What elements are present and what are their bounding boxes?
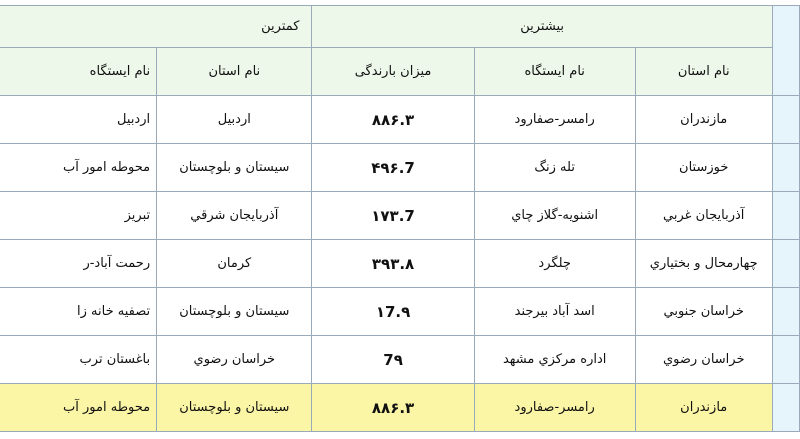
rainfall-cell: ۴۹۶.7 [312,144,474,192]
rainfall-cell: ۱۷۳.7 [312,192,474,240]
least-province-cell: سیستان و بلوچستان [157,288,312,336]
most-station-cell: اسد آباد بيرجند [474,288,635,336]
row-side-cell [772,240,799,288]
summary-most-station-cell: رامسر-صفارود [474,384,635,432]
rainfall-header: میزان بارندگی [312,48,474,96]
row-side-cell [772,336,799,384]
table-row [0,96,800,144]
least-province-cell: سیستان و بلوچستان [157,144,312,192]
summary-least-station-cell: محوطه امور آب [0,384,157,432]
least-station-cell: تصفيه خانه زا [0,288,157,336]
rainfall-cell: 7۹ [312,336,474,384]
most-station-cell: اشنويه-گلاز چاي [474,192,635,240]
most-station-cell: رامسر-صفارود [474,96,635,144]
table-row [0,192,800,240]
row-side-cell [772,192,799,240]
least-province-cell: خراسان رضوي [157,336,312,384]
most-station-cell: تله زنگ [474,144,635,192]
table-row [0,240,800,288]
row-side-cell [772,288,799,336]
least-province-cell: كرمان [157,240,312,288]
least-station-cell: اردبیل [0,96,157,144]
summary-most-province-cell: مازندران [635,384,772,432]
row-side-cell [772,144,799,192]
least-station-cell: تبریز [0,192,157,240]
summary-rainfall-cell: ۸۸۶.۳ [312,384,474,432]
group-header-row [0,6,800,48]
rainfall-cell: ۸۸۶.۳ [312,96,474,144]
least-province-header: نام استان [157,48,312,96]
most-province-cell: خوزستان [635,144,772,192]
most-province-cell: مازندران [635,96,772,144]
station-header: نام ایستگاه [474,48,635,96]
row-side-cell [772,96,799,144]
most-province-cell: خراسان رضوي [635,336,772,384]
least-station-cell: باغستان ترب [0,336,157,384]
least-station-cell: رحمت آباد-ر [0,240,157,288]
least-group-header: کمترین [0,6,312,48]
least-station-header: نام ایستگاه [0,48,157,96]
rainfall-cell: ۱7.۹ [312,288,474,336]
row-side-cell [772,384,799,432]
table-row [0,336,800,384]
most-province-cell: آذربایجان غربي [635,192,772,240]
least-province-cell: اردبیل [157,96,312,144]
most-station-cell: اداره مركزي مشهد [474,336,635,384]
least-province-cell: آذربايجان شرقي [157,192,312,240]
most-station-cell: چلگرد [474,240,635,288]
summary-row [0,384,800,432]
most-province-cell: چهارمحال و بختياري [635,240,772,288]
rainfall-table [0,5,800,432]
rainfall-cell: ۳۹۳.۸ [312,240,474,288]
summary-least-province-cell: سیستان و بلوچستان [157,384,312,432]
table-row [0,288,800,336]
least-station-cell: محوطه امور آب [0,144,157,192]
province-header: نام استان [635,48,772,96]
most-group-header: بیشترین [312,6,772,48]
column-header-row [0,48,800,96]
most-province-cell: خراسان جنوبي [635,288,772,336]
side-header-cell [772,6,799,96]
table-row [0,144,800,192]
rainfall-table-wrapper [0,5,800,432]
